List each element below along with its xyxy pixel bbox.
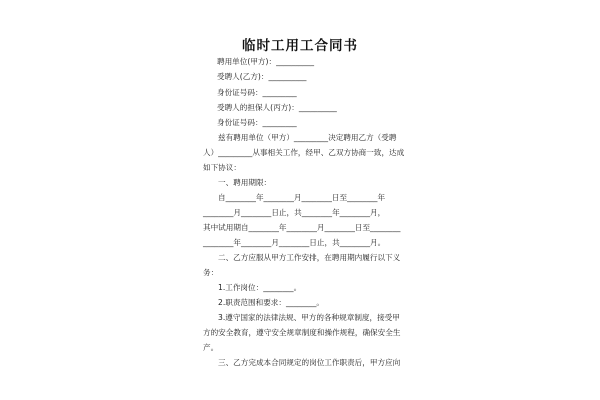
employer-line: 聘用单位(甲方)：__________ [217, 57, 315, 66]
term-line-1: 自________年________月________日至________年 [218, 193, 386, 202]
duty-2: 2.职责范围和要求：________。 [218, 298, 324, 307]
guarantor-id-line: 身份证号码：_________ [217, 118, 297, 127]
duty-1: 1.工作岗位：________。 [218, 283, 302, 292]
section-2-cont: 务： [203, 268, 219, 277]
section-1-heading: 一、聘用期限： [218, 178, 272, 187]
trial-line-1: 其中试用期自________年________月________日至________ [203, 223, 401, 232]
intro-line-1: 兹有聘用单位（甲方）_________决定聘用乙方（受聘 [218, 133, 397, 142]
term-line-2: ________月________日止，共________年________月， [203, 208, 386, 217]
trial-line-2: ________年________月________日止，共________月。 [203, 238, 386, 247]
document-title: 临时工用工合同书 [242, 38, 358, 54]
intro-line-3: 如下协议： [203, 163, 241, 172]
duty-3-line-2: 方的安全教育，遵守安全规章制度和操作规程，确保安全生 [203, 328, 401, 337]
section-2-heading: 二、乙方应服从甲方工作安排，在聘用期内履行以下义 [218, 253, 401, 262]
employee-line: 受聘人(乙方)：__________ [217, 72, 307, 81]
section-3-heading: 三、乙方完成本合同规定的岗位工作职责后，甲方应向 [218, 358, 401, 367]
intro-line-2: 人）_________从事相关工作，经甲、乙双方协商一致，达成 [203, 148, 405, 157]
duty-3-line-1: 3.遵守国家的法律法规、甲方的各种规章制度，接受甲 [218, 313, 400, 322]
guarantor-line: 受聘人的担保人(丙方)：__________ [217, 103, 337, 112]
duty-3-line-3: 产。 [203, 343, 219, 352]
employee-id-line: 身份证号码：_________ [217, 88, 297, 97]
